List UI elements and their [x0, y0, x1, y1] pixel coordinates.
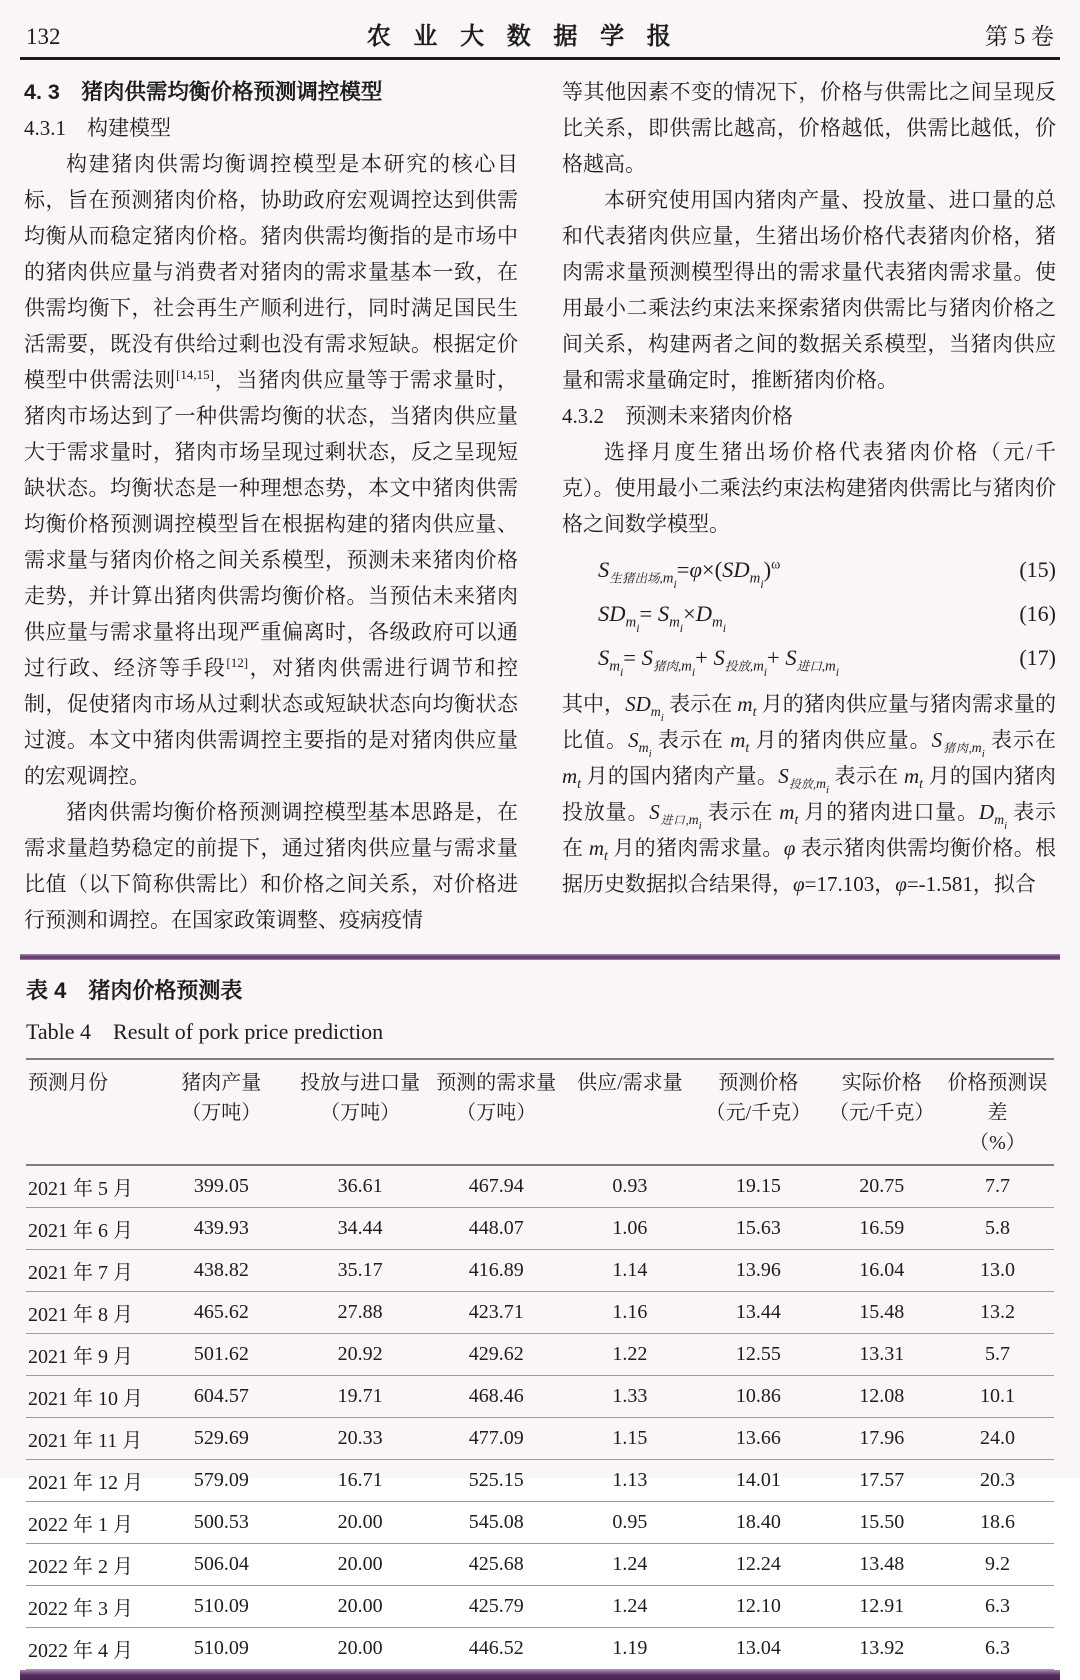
cell-value: 13.44	[694, 1292, 823, 1334]
cell-value: 18.40	[694, 1502, 823, 1544]
cell-value: 17.96	[823, 1418, 941, 1460]
cell-value: 510.09	[149, 1628, 293, 1670]
column-header: 实际价格 （元/千克）	[828, 1072, 935, 1124]
cell-value: 0.95	[566, 1502, 695, 1544]
text-segment: 月的猪肉供应量与猪肉需求量的比值。	[562, 692, 1057, 752]
cell-month: 2022 年 2 月	[26, 1544, 149, 1586]
text-segment: φ	[895, 872, 907, 896]
cell-value: 10.1	[941, 1376, 1054, 1418]
text-segment: i	[760, 577, 764, 591]
cell-value: 425.68	[427, 1544, 566, 1586]
text-segment: i	[722, 621, 726, 635]
text-segment: 月的国内猪肉投放量。	[562, 764, 1057, 824]
cell-value: 15.48	[823, 1292, 941, 1334]
text-segment: 进口,	[659, 814, 689, 828]
text-segment: t	[577, 776, 582, 792]
page-number: 132	[26, 24, 61, 49]
column-header: 供应/需求量	[577, 1072, 683, 1094]
text-segment: t	[919, 776, 924, 792]
text-segment: 月的猪肉进口量。	[798, 800, 979, 824]
text-segment: 表示在	[663, 692, 738, 716]
text-segment: m	[662, 570, 674, 587]
equation	[598, 592, 1056, 636]
section-heading-4-3-1: 4.3.1 构建模型	[24, 116, 171, 140]
text-segment: =17.103，	[804, 872, 896, 896]
cell-value: 16.04	[823, 1250, 941, 1292]
text-segment: )	[763, 557, 772, 582]
cell-value: 1.16	[566, 1292, 695, 1334]
cell-value: 529.69	[149, 1418, 293, 1460]
cell-value: 510.09	[149, 1586, 293, 1628]
text-segment: i	[763, 665, 768, 679]
cell-value: 36.61	[293, 1165, 427, 1208]
text-segment: i	[679, 621, 684, 635]
text-segment: 猪肉,	[942, 742, 972, 756]
cell-value: 13.04	[694, 1628, 823, 1670]
left-column	[24, 74, 518, 938]
text-segment: [12]	[226, 655, 249, 670]
cell-value: 13.0	[941, 1250, 1054, 1292]
paragraph-build-model	[24, 146, 518, 794]
column-header: 预测价格 （元/千克）	[705, 1072, 812, 1124]
cell-value: 34.44	[293, 1208, 427, 1250]
cell-month: 2021 年 5 月	[26, 1165, 149, 1208]
cell-value: 448.07	[427, 1208, 566, 1250]
page-header	[0, 0, 1080, 55]
column-header: 预测月份	[28, 1072, 108, 1094]
text-segment: SD	[722, 557, 750, 582]
cell-value: 465.62	[149, 1292, 293, 1334]
cell-value: 20.75	[823, 1165, 941, 1208]
text-segment: i	[673, 577, 677, 591]
text-segment: S	[931, 728, 943, 752]
cell-value: 467.94	[427, 1165, 566, 1208]
cell-value: 423.71	[427, 1292, 566, 1334]
text-segment: ω	[771, 557, 781, 573]
table-row	[26, 1250, 1054, 1292]
cell-value: 446.52	[427, 1628, 566, 1670]
cell-value: 14.01	[694, 1460, 823, 1502]
text-segment: m	[816, 776, 827, 792]
text-segment: 猪肉,	[652, 659, 682, 674]
text-segment: 表示在	[829, 764, 904, 788]
text-segment: S	[785, 645, 797, 670]
cell-value: 416.89	[427, 1250, 566, 1292]
cell-value: 1.06	[566, 1208, 695, 1250]
text-segment: =	[676, 557, 690, 582]
text-segment: i	[636, 621, 640, 635]
table-row	[26, 1418, 1054, 1460]
text-segment: m	[971, 740, 982, 756]
cell-value: 501.62	[149, 1334, 293, 1376]
cell-value: 6.3	[941, 1628, 1054, 1670]
cell-value: 13.31	[823, 1334, 941, 1376]
text-segment: 构建猪肉供需均衡调控模型是本研究的核心目标，旨在预测猪肉价格，协助政府宏观调控达到供需均衡从而稳定猪肉价格。猪肉供需均衡指的是市场中的猪肉供应量与消费者对猪肉的需求量基本一致，在供需均衡下，社会再生产顺利进行，同时满足国民生活需要，既没有供给过剩也没有需求短缺。根据定价模型中供需法则	[24, 152, 518, 392]
text-segment: m	[681, 658, 692, 675]
text-segment: φ	[783, 836, 796, 860]
cell-value: 13.2	[941, 1292, 1054, 1334]
cell-value: 1.19	[566, 1628, 695, 1670]
text-segment: SD	[598, 601, 626, 626]
cell-value: 20.00	[293, 1502, 427, 1544]
accent-bar-bottom	[20, 1670, 1060, 1680]
text-segment: t	[794, 812, 799, 828]
cell-month: 2021 年 6 月	[26, 1208, 149, 1250]
text-segment: [14,15]	[176, 367, 214, 382]
cell-value: 438.82	[149, 1250, 293, 1292]
text-segment: S	[657, 601, 670, 626]
text-segment: m	[779, 800, 795, 824]
text-segment: m	[562, 764, 578, 788]
text-segment: S	[641, 645, 653, 670]
text-segment: S	[598, 645, 610, 670]
cell-value: 5.7	[941, 1334, 1054, 1376]
cell-value: 13.92	[823, 1628, 941, 1670]
cell-value: 6.3	[941, 1586, 1054, 1628]
text-segment: m	[609, 658, 620, 675]
paragraph-data-source: 本研究使用国内猪肉产量、投放量、进口量的总和代表猪肉供应量，生猪出场价格代表猪肉价格，猪肉需求量预测模型得出的需求量代表猪肉需求量。使用最小二乘法约束法来探索猪肉供需比与猪肉价格之间关系，构建两者之间的数据关系模型，当猪肉供应量和需求量确定时，推断猪肉价格。	[562, 188, 1056, 392]
table-row	[26, 1208, 1054, 1250]
text-segment: ，对猪肉供需进行调节和控制，促使猪肉市场从过剩状态或短缺状态向均衡状态过渡。本文中猪肉供需调控主要指的是对猪肉供应量的宏观调控。	[24, 656, 519, 788]
cell-value: 12.24	[694, 1544, 823, 1586]
text-segment: m	[824, 658, 836, 675]
text-segment: m	[669, 614, 680, 631]
text-segment: 月的猪肉供应量。	[749, 728, 932, 752]
cell-value: 19.15	[694, 1165, 823, 1208]
column-header: 投放与进口量 （万吨）	[300, 1072, 421, 1124]
text-segment: m	[588, 836, 604, 860]
cell-value: 1.15	[566, 1418, 695, 1460]
table-row	[26, 1292, 1054, 1334]
text-segment: 表示在	[984, 728, 1057, 752]
cell-month: 2022 年 4 月	[26, 1628, 149, 1670]
cell-value: 425.79	[427, 1586, 566, 1628]
cell-value: 477.09	[427, 1418, 566, 1460]
text-segment: m	[688, 812, 699, 828]
cell-value: 525.15	[427, 1460, 566, 1502]
cell-value: 12.91	[823, 1586, 941, 1628]
cell-month: 2021 年 7 月	[26, 1250, 149, 1292]
cell-month: 2021 年 9 月	[26, 1334, 149, 1376]
cell-value: 13.96	[694, 1250, 823, 1292]
cell-value: 545.08	[427, 1502, 566, 1544]
equation-number: (16)	[1019, 601, 1056, 626]
cell-value: 604.57	[149, 1376, 293, 1418]
cell-value: 27.88	[293, 1292, 427, 1334]
cell-value: 579.09	[149, 1460, 293, 1502]
cell-value: 35.17	[293, 1250, 427, 1292]
text-segment: =	[623, 645, 642, 670]
text-segment: 生猪出场,	[609, 571, 663, 586]
text-segment: 投放,	[724, 659, 754, 674]
table-row	[26, 1586, 1054, 1628]
text-segment: i	[835, 665, 839, 679]
text-segment: D	[695, 601, 712, 626]
text-segment: m	[712, 614, 723, 631]
cell-value: 12.55	[694, 1334, 823, 1376]
cell-month: 2021 年 12 月	[26, 1460, 149, 1502]
text-segment: SD	[625, 692, 651, 716]
text-segment: t	[604, 848, 608, 864]
cell-value: 429.62	[427, 1334, 566, 1376]
paragraph-symbol-explanation	[562, 686, 1056, 902]
text-segment: ，当猪肉供应量等于需求量时，猪肉市场达到了一种供需均衡的状态，当猪肉供应量大于需求量时，猪肉市场呈现过剩状态，反之呈现短缺状态。均衡状态是一种理想态势，本文中猪肉供需均衡价格预测调控模型旨在根据构建的猪肉供应量、需求量与猪肉价格之间关系模型，预测未来猪肉价格走势，并计算出猪肉供需均衡价格。当预估未来猪肉供应量与需求量将出现严重偏离时，各级政府可以通过行政、经济等手段	[24, 368, 519, 680]
text-segment: m	[737, 692, 753, 716]
table-caption-en: Table 4 Result of pork price prediction	[26, 1019, 384, 1044]
text-segment: 进口,	[796, 659, 825, 674]
equations-block	[598, 548, 1056, 680]
text-segment: i	[981, 748, 985, 761]
text-segment: i	[691, 665, 696, 679]
cell-value: 20.00	[293, 1544, 427, 1586]
text-segment: S	[628, 728, 639, 752]
cell-value: 1.22	[566, 1334, 695, 1376]
cell-value: 5.8	[941, 1208, 1054, 1250]
journal-title: 农 业 大 数 据 学 报	[366, 23, 679, 50]
text-segment: =	[639, 601, 658, 626]
paragraph-inverse-relation: 等其他因素不变的情况下，价格与供需比之间呈现反比关系，即供需比越高，价格越低，供需比越低，价格越高。	[562, 80, 1056, 176]
table-section	[0, 954, 1080, 1680]
column-header: 价格预测误差 （%）	[947, 1072, 1048, 1154]
content-columns	[0, 60, 1080, 938]
text-segment: 表示在	[651, 728, 731, 752]
cell-value: 12.10	[694, 1586, 823, 1628]
cell-value: 1.13	[566, 1460, 695, 1502]
text-segment: ×	[683, 601, 696, 626]
text-segment: φ	[689, 557, 702, 582]
equation	[598, 548, 1056, 592]
paragraph-price-model: 选择月度生猪出场价格代表猪肉价格（元/千克）。使用最小二乘法约束法构建猪肉供需比与猪肉价格之间数学模型。	[562, 440, 1056, 536]
text-segment: +	[767, 645, 786, 670]
text-segment: S	[649, 800, 660, 824]
cell-value: 500.53	[149, 1502, 293, 1544]
table-row	[26, 1544, 1054, 1586]
table-row	[26, 1165, 1054, 1208]
cell-value: 1.24	[566, 1544, 695, 1586]
text-segment: 月的猪肉需求量。	[607, 836, 784, 860]
table-caption-zh: 表 4 猪肉价格预测表	[26, 978, 243, 1003]
cell-value: 18.6	[941, 1502, 1054, 1544]
cell-value: 20.00	[293, 1628, 427, 1670]
text-segment: i	[648, 748, 652, 761]
table-row	[26, 1628, 1054, 1670]
table-row	[26, 1502, 1054, 1544]
cell-value: 20.3	[941, 1460, 1054, 1502]
text-segment: i	[826, 784, 830, 797]
equation	[598, 636, 1056, 680]
volume-label: 第 5 卷	[984, 24, 1054, 49]
cell-month: 2021 年 8 月	[26, 1292, 149, 1334]
equation-number: (15)	[1019, 557, 1056, 582]
cell-value: 12.08	[823, 1376, 941, 1418]
cell-value: 24.0	[941, 1418, 1054, 1460]
text-segment: i	[660, 712, 664, 725]
cell-value: 15.50	[823, 1502, 941, 1544]
equation-number: (17)	[1019, 645, 1056, 670]
cell-value: 10.86	[694, 1376, 823, 1418]
cell-value: 16.59	[823, 1208, 941, 1250]
cell-value: 20.33	[293, 1418, 427, 1460]
cell-value: 13.48	[823, 1544, 941, 1586]
table-row	[26, 1460, 1054, 1502]
text-segment: t	[752, 704, 757, 720]
cell-value: 0.93	[566, 1165, 695, 1208]
text-segment: D	[978, 800, 995, 824]
text-segment: S	[598, 557, 610, 582]
text-segment: =-1.581，拟合	[906, 872, 1036, 896]
text-segment: ×(	[701, 557, 723, 582]
text-segment: 投放,	[788, 778, 816, 792]
text-segment: 表示猪肉供需均衡价格。根据历史数据拟合结果得，	[562, 836, 1057, 896]
cell-month: 2021 年 11 月	[26, 1418, 149, 1460]
text-segment: +	[695, 645, 714, 670]
text-segment: t	[745, 740, 750, 756]
cell-value: 19.71	[293, 1376, 427, 1418]
right-column	[562, 74, 1056, 938]
section-heading-4-3-2: 4.3.2 预测未来猪肉价格	[562, 404, 793, 428]
text-segment: 其中，	[562, 692, 626, 716]
cell-value: 20.00	[293, 1586, 427, 1628]
cell-value: 17.57	[823, 1460, 941, 1502]
cell-value: 16.71	[293, 1460, 427, 1502]
text-segment: m	[753, 658, 764, 675]
text-segment: i	[698, 820, 702, 833]
cell-value: 9.2	[941, 1544, 1054, 1586]
text-segment: m	[994, 812, 1005, 828]
cell-month: 2021 年 10 月	[26, 1376, 149, 1418]
text-segment: m	[638, 740, 649, 756]
table-row	[26, 1376, 1054, 1418]
text-segment: m	[904, 764, 920, 788]
text-segment: φ	[793, 872, 805, 896]
text-segment: m	[650, 704, 661, 720]
paragraph-model-idea: 猪肉供需均衡价格预测调控模型基本思路是，在需求量趋势稳定的前提下，通过猪肉供应量与需求量比值（以下简称供需比）和价格之间关系，对价格进行预测和调控。在国家政策调整、疫病疫情	[24, 800, 518, 932]
cell-value: 506.04	[149, 1544, 293, 1586]
cell-month: 2022 年 1 月	[26, 1502, 149, 1544]
pork-price-table	[26, 1058, 1054, 1670]
text-segment: i	[619, 665, 624, 679]
text-segment: S	[778, 764, 789, 788]
table-header-row	[26, 1059, 1054, 1165]
column-header: 猪肉产量 （万吨）	[181, 1072, 262, 1124]
table-row	[26, 1334, 1054, 1376]
cell-value: 20.92	[293, 1334, 427, 1376]
section-heading-4-3: 4. 3 猪肉供需均衡价格预测调控模型	[24, 80, 383, 104]
text-segment: m	[625, 614, 637, 631]
text-segment: i	[1004, 820, 1008, 833]
text-segment: 表示在	[701, 800, 780, 824]
cell-value: 399.05	[149, 1165, 293, 1208]
text-segment: 月的国内猪肉产量。	[581, 764, 779, 788]
text-segment: 表示在	[562, 800, 1057, 860]
cell-value: 13.66	[694, 1418, 823, 1460]
cell-value: 15.63	[694, 1208, 823, 1250]
cell-value: 468.46	[427, 1376, 566, 1418]
cell-value: 7.7	[941, 1165, 1054, 1208]
text-segment: S	[713, 645, 725, 670]
cell-value: 1.33	[566, 1376, 695, 1418]
cell-value: 1.24	[566, 1586, 695, 1628]
text-segment: m	[749, 570, 761, 587]
cell-value: 439.93	[149, 1208, 293, 1250]
column-header: 预测的需求量 （万吨）	[436, 1072, 557, 1124]
text-segment: m	[730, 728, 746, 752]
table-body	[26, 1165, 1054, 1670]
cell-value: 1.14	[566, 1250, 695, 1292]
cell-month: 2022 年 3 月	[26, 1586, 149, 1628]
